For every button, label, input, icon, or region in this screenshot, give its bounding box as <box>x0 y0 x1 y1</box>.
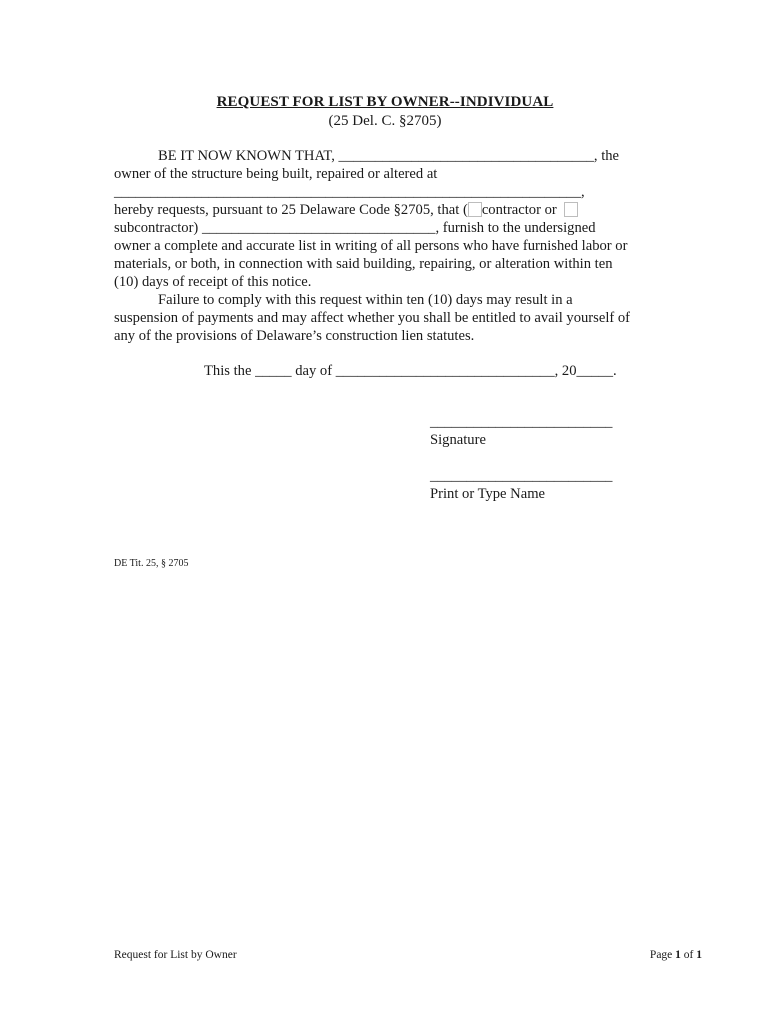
notice-line-4: hereby requests, pursuant to 25 Delaware Code §2705, that ( contractor or <box>114 201 578 219</box>
notice-line-5: subcontractor) ________________________________, furnish to the undersigned <box>114 220 596 236</box>
document-page: REQUEST FOR LIST BY OWNER--INDIVIDUAL (25 Del. C. §2705) BE IT NOW KNOWN THAT, ___________________________________, the owner of the structure being built, repaired or altered at ________________________________________________________________, hereby requests, pursuant to 25 Delaware Code §2705, that ( contractor or subcontractor) ________________________________, furnish to the undersigned owner a complete and accurate list in writing of all persons who have furnished labor or materials, or both, in connection with said building, repairing, or alteration within ten (10) days of receipt of this notice. Failure to comply with this request within ten (10) days may result in a suspension of payments and may affect whether you shall be entitled to avail yourself of any of the provisions of Delaware’s construction lien statutes. This the _____ day of ______________________________, 20_____. _________________________ Signature _________________________ Print or Type Name DE Tit. 25, § 2705 Request for List by Owner Page 1 of 1 <box>0 0 770 1024</box>
owner-name-field[interactable]: ___________________________________ <box>338 148 594 164</box>
notice-line-1: BE IT NOW KNOWN THAT, ___________________________________, the <box>158 148 620 164</box>
statute-citation: DE Tit. 25, § 2705 <box>114 558 189 569</box>
printed-name-block <box>430 468 612 503</box>
property-address-field[interactable]: ________________________________________________________________, <box>114 184 585 200</box>
current-page: 1 <box>675 949 681 961</box>
printed-name-label: Print or Type Name <box>430 486 546 502</box>
footer-title: Request for List by Owner <box>114 949 237 961</box>
notice-line-6: owner a complete and accurate list in writing of all persons who have furnished labor or <box>114 238 628 254</box>
footer-page-number: Page 1 of 1 <box>649 949 702 961</box>
warning-line-1: Failure to comply with this request within ten (10) days may result in a <box>158 292 573 308</box>
total-pages: 1 <box>696 949 702 961</box>
document-subtitle: (25 Del. C. §2705) <box>328 113 442 129</box>
contractor-name-field[interactable]: ________________________________ <box>201 220 436 236</box>
notice-line-7: materials, or both, in connection with said building, repairing, or alteration within ten <box>114 256 613 272</box>
contractor-checkbox[interactable] <box>468 202 482 217</box>
printed-name-line[interactable]: _________________________ <box>430 468 613 484</box>
subcontractor-checkbox[interactable] <box>564 202 578 217</box>
notice-line-2: owner of the structure being built, repaired or altered at <box>114 166 438 182</box>
signature-block <box>430 414 612 449</box>
document-title: REQUEST FOR LIST BY OWNER--INDIVIDUAL <box>216 94 554 110</box>
notice-line-8: (10) days of receipt of this notice. <box>114 274 312 290</box>
warning-line-2: suspension of payments and may affect whether you shall be entitled to avail yourself of <box>114 310 631 326</box>
signature-label: Signature <box>430 432 486 448</box>
warning-line-3: any of the provisions of Delaware’s construction lien statutes. <box>114 328 475 344</box>
signature-line[interactable]: _________________________ <box>430 414 613 430</box>
